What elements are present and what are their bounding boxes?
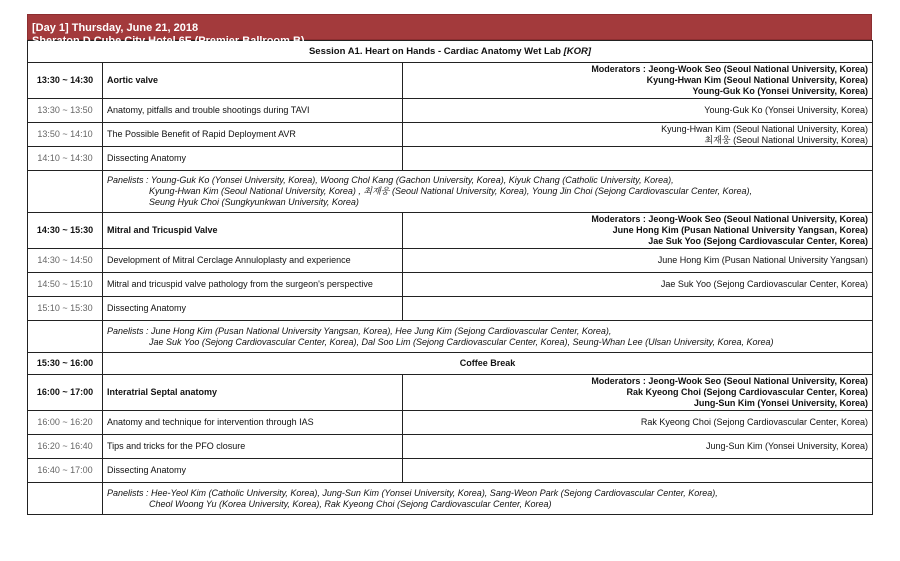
day-header	[27, 14, 872, 47]
talk-row	[28, 249, 873, 273]
break-time: 15:30 ~ 16:00	[28, 353, 103, 375]
block-title: Aortic valve	[103, 63, 403, 99]
talk-time: 14:30 ~ 14:50	[28, 249, 103, 273]
talk-row	[28, 123, 873, 147]
talk-row	[28, 147, 873, 171]
moderator-line: Moderators : Jeong-Wook Seo (Seoul National University, Korea)	[591, 214, 869, 224]
session-title-text: Session A1. Heart on Hands - Cardiac Anatomy Wet Lab	[308, 46, 564, 57]
session-tag: [KOR]	[563, 46, 592, 57]
panelists-row	[28, 171, 873, 213]
talk-title: Dissecting Anatomy	[103, 147, 403, 171]
program-sheet	[27, 14, 872, 515]
moderators	[403, 213, 873, 249]
block-title: Interatrial Septal anatomy	[103, 375, 403, 411]
talk-title: Tips and tricks for the PFO closure	[103, 435, 403, 459]
talk-title: Dissecting Anatomy	[103, 297, 403, 321]
block-row	[28, 63, 873, 99]
panelists-row	[28, 321, 873, 353]
talk-speaker	[403, 459, 873, 483]
moderator-line: Rak Kyeong Choi (Sejong Cardiovascular Center, Korea)	[626, 387, 869, 397]
block-time: 14:30 ~ 15:30	[28, 213, 103, 249]
panelists	[103, 321, 873, 353]
moderator-line: Young-Guk Ko (Yonsei University, Korea)	[692, 86, 869, 96]
panelists-row	[28, 483, 873, 515]
talk-speaker: Rak Kyeong Choi (Sejong Cardiovascular Center, Korea)	[403, 411, 873, 435]
panelist-line: Cheol Woong Yu (Korea University, Korea), Rak Kyeong Choi (Sejong Cardiovascular Center, Korea)	[149, 498, 552, 509]
panelist-line: Panelists : June Hong Kim (Pusan National University Yangsan, Korea), Hee Jung Kim (Sejong Cardiovascular Center, Korea),	[107, 325, 612, 336]
empty-cell	[28, 171, 103, 213]
talk-speaker: June Hong Kim (Pusan National University Yangsan)	[403, 249, 873, 273]
panelist-line: Seung Hyuk Choi (Sungkyunkwan University, Korea)	[149, 197, 359, 207]
talk-speaker	[403, 147, 873, 171]
day-date-line: [Day 1] Thursday, June 21, 2018	[32, 22, 199, 34]
talk-row	[28, 297, 873, 321]
coffee-break-row	[28, 353, 873, 375]
moderators	[403, 63, 873, 99]
talk-time: 16:00 ~ 16:20	[28, 411, 103, 435]
talk-row	[28, 273, 873, 297]
talk-speaker: Kyung-Hwan Kim (Seoul National University, Korea)	[661, 123, 869, 134]
moderator-line: June Hong Kim (Pusan National University Yangsan, Korea)	[612, 225, 869, 235]
talk-time: 14:10 ~ 14:30	[28, 147, 103, 171]
talk-time: 13:50 ~ 14:10	[28, 123, 103, 147]
talk-speaker	[403, 297, 873, 321]
break-label: Coffee Break	[103, 353, 873, 375]
block-time: 13:30 ~ 14:30	[28, 63, 103, 99]
talk-time: 14:50 ~ 15:10	[28, 273, 103, 297]
talk-row	[28, 99, 873, 123]
block-row	[28, 213, 873, 249]
talk-speaker: Young-Guk Ko (Yonsei University, Korea)	[403, 99, 873, 123]
talk-title: Development of Mitral Cerclage Annuloplasty and experience	[103, 249, 403, 273]
talk-time: 16:20 ~ 16:40	[28, 435, 103, 459]
schedule-table	[27, 40, 873, 515]
block-row	[28, 375, 873, 411]
moderators	[403, 375, 873, 411]
panelists	[103, 171, 873, 213]
block-title: Mitral and Tricuspid Valve	[103, 213, 403, 249]
panelist-line: Kyung-Hwan Kim (Seoul National University, Korea) , 최재웅 (Seoul National University, Korea), Young Jin Choi (Sejong Cardiovascular Center, Korea),	[149, 186, 753, 196]
block-time: 16:00 ~ 17:00	[28, 375, 103, 411]
panelist-line: Panelists : Hee-Yeol Kim (Catholic University, Korea), Jung-Sun Kim (Yonsei University, Korea), Sang-Weon Park (Sejong Cardiovascular Center, Korea),	[107, 487, 718, 498]
talk-speaker: Jae Suk Yoo (Sejong Cardiovascular Center, Korea)	[403, 273, 873, 297]
talk-speakers	[403, 123, 873, 147]
moderator-line: Jae Suk Yoo (Sejong Cardiovascular Center, Korea)	[648, 236, 869, 246]
panelist-line: Jae Suk Yoo (Sejong Cardiovascular Center, Korea), Dal Soo Lim (Sejong Cardiovascular Center, Korea), Seung-Whan Lee (Ulsan University, Korea, Korea)	[149, 336, 774, 347]
talk-speaker: Jung-Sun Kim (Yonsei University, Korea)	[403, 435, 873, 459]
moderator-line: Kyung-Hwan Kim (Seoul National University, Korea)	[646, 75, 869, 85]
empty-cell	[28, 321, 103, 353]
venue-line: Sheraton D Cube City Hotel 6F (Premier Ballroom B)	[32, 35, 305, 47]
talk-time: 15:10 ~ 15:30	[28, 297, 103, 321]
talk-row	[28, 459, 873, 483]
panelists	[103, 483, 873, 515]
talk-row	[28, 411, 873, 435]
talk-speaker: 최재웅 (Seoul National University, Korea)	[704, 134, 869, 145]
talk-title: Anatomy, pitfalls and trouble shootings during TAVI	[103, 99, 403, 123]
talk-title: The Possible Benefit of Rapid Deployment AVR	[103, 123, 403, 147]
empty-cell	[28, 483, 103, 515]
talk-time: 13:30 ~ 13:50	[28, 99, 103, 123]
talk-row	[28, 435, 873, 459]
moderator-line: Jung-Sun Kim (Yonsei University, Korea)	[693, 398, 869, 408]
talk-time: 16:40 ~ 17:00	[28, 459, 103, 483]
talk-title: Dissecting Anatomy	[103, 459, 403, 483]
moderator-line: Moderators : Jeong-Wook Seo (Seoul National University, Korea)	[591, 376, 869, 386]
talk-title: Mitral and tricuspid valve pathology from the surgeon's perspective	[103, 273, 403, 297]
talk-title: Anatomy and technique for intervention through IAS	[103, 411, 403, 435]
panelist-line: Panelists : Young-Guk Ko (Yonsei University, Korea), Woong Chol Kang (Gachon University, Korea), Kiyuk Chang (Catholic University, Korea),	[107, 175, 674, 185]
moderator-line: Moderators : Jeong-Wook Seo (Seoul National University, Korea)	[591, 64, 869, 74]
